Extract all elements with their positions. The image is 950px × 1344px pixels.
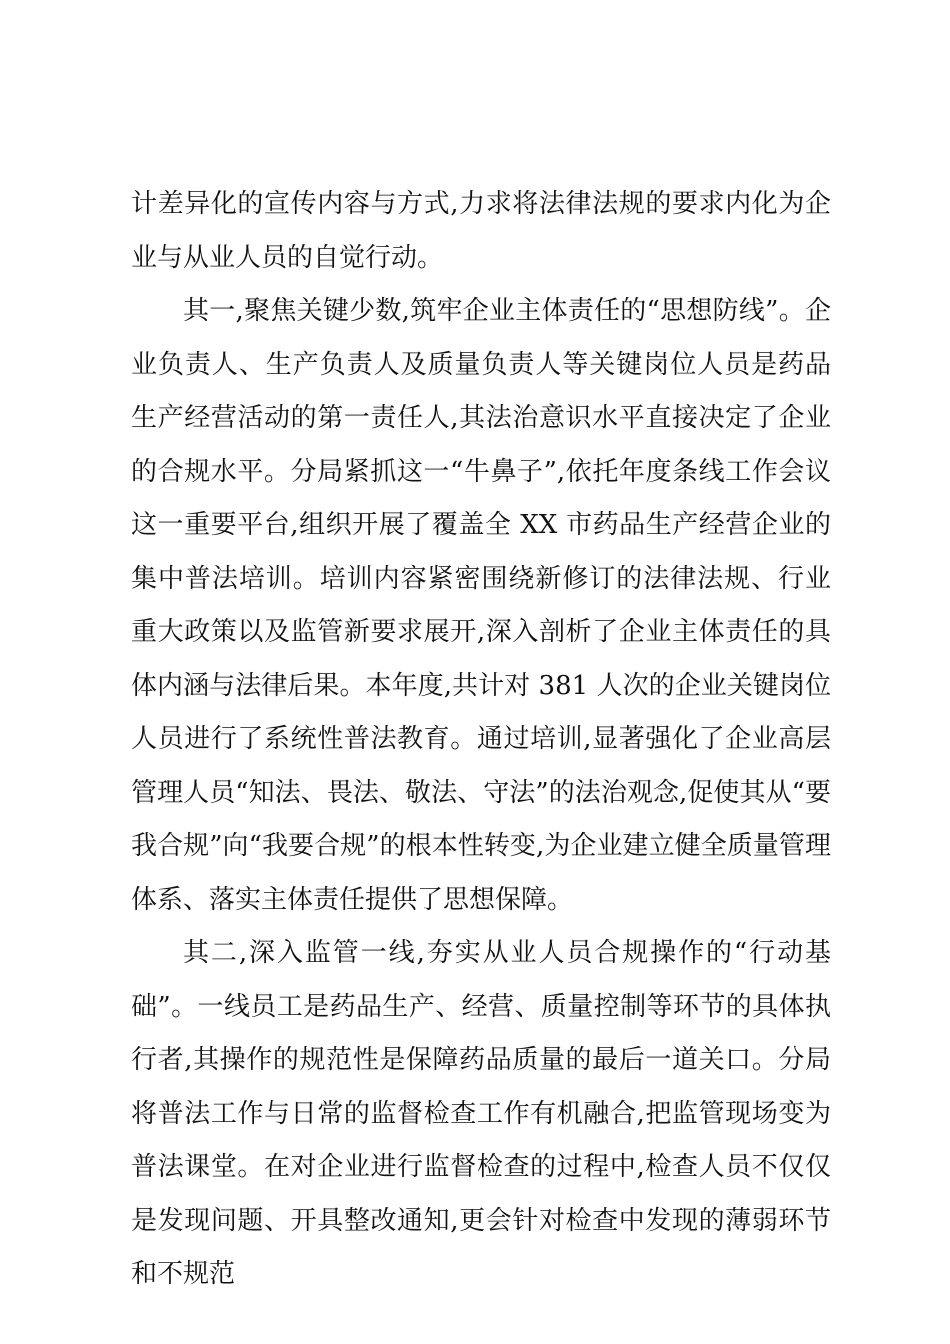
document-body xyxy=(131,178,831,1302)
paragraph-point-two: 其二,深入监管一线,夯实从业人员合规操作的“行动基础”。一线员工是药品生产、经营、质量控制等环节的具体执行者,其操作的规范性是保障药品质量的最后一道关口。分局将普法工作与日常的监督检查工作有机融合,把监管现场变为普法课堂。在对企业进行监督检查的过程中,检查人员不仅仅是发现问题、开具整改通知,更会针对检查中发现的薄弱环节和不规范 xyxy=(131,938,831,1289)
paragraph-continuation: 计差异化的宣传内容与方式,力求将法律法规的要求内化为企业与从业人员的自觉行动。 xyxy=(131,189,831,273)
paragraph-point-one: 其一,聚焦关键少数,筑牢企业主体责任的“思想防线”。企业负责人、生产负责人及质量负责人等关键岗位人员是药品生产经营活动的第一责任人,其法治意识水平直接决定了企业的合规水平。分局紧抓这一“牛鼻子”,依托年度条线工作会议这一重要平台,组织开展了覆盖全 XX 市药品生产经营企业的集中普法培训。培训内容紧密围绕新修订的法律法规、行业重大政策以及监管新要求展开,深入剖析了企业主体责任的具体内涵与法律后果。本年度,共计对 381 人次的企业关键岗位人员进行了系统性普法教育。通过培训,显著强化了企业高层管理人员“知法、畏法、敬法、守法”的法治观念,促使其从“要我合规”向“我要合规”的根本性转变,为企业建立健全质量管理体系、落实主体责任提供了思想保障。 xyxy=(131,296,831,915)
